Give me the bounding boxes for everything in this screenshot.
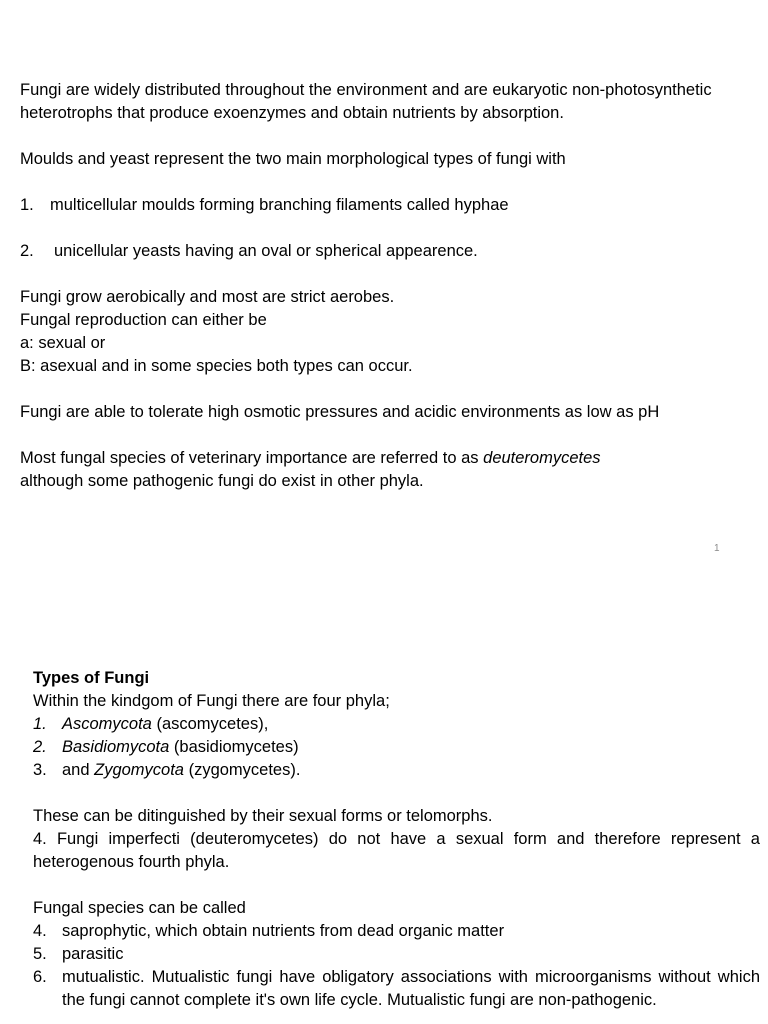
- list-item: [33, 966, 760, 1012]
- morphology-item-1: [20, 194, 750, 217]
- item-number: 1.: [20, 196, 34, 214]
- item-number: 2.: [20, 242, 34, 260]
- distinguish-line: These can be ditinguished by their sexual forms or telomorphs.: [33, 807, 493, 825]
- section-heading: Types of Fungi: [33, 669, 150, 687]
- veterinary-line-2: although some pathogenic fungi do exist in other phyla.: [20, 472, 424, 490]
- slide-2-body: [33, 667, 760, 1012]
- list-item: [33, 920, 760, 943]
- reproduction-line: Fungal reproduction can either be: [20, 311, 267, 329]
- species-called-line: Fungal species can be called: [33, 899, 246, 917]
- morphology-item-2: [20, 240, 750, 263]
- item-text: multicellular moulds forming branching filaments called hyphae: [50, 196, 509, 214]
- reproduction-option-b: B: asexual and in some species both types can occur.: [20, 357, 413, 375]
- phyla-intro: Within the kindgom of Fungi there are four phyla;: [33, 692, 390, 710]
- phylum-common: (zygomycetes).: [184, 761, 301, 779]
- osmotic-line: Fungi are able to tolerate high osmotic pressures and acidic environments as low as pH: [20, 403, 660, 421]
- item-number: 5.: [33, 945, 47, 963]
- phylum-name: Zygomycota: [94, 761, 184, 779]
- phylum-name: Basidiomycota: [62, 738, 170, 756]
- morphology-paragraph: Moulds and yeast represent the two main morphological types of fungi with: [20, 150, 566, 168]
- item-number: 6.: [33, 968, 47, 986]
- item-number: 2.: [33, 738, 47, 756]
- list-item: [33, 736, 760, 759]
- reproduction-option-a: a: sexual or: [20, 334, 106, 352]
- item-number: 1.: [33, 715, 47, 733]
- item-text: parasitic: [62, 945, 124, 963]
- phylum-name: Ascomycota: [62, 715, 152, 733]
- phylum-prefix: and: [62, 761, 95, 779]
- veterinary-line: [20, 447, 750, 470]
- veterinary-term: deuteromycetes: [483, 449, 601, 467]
- item-text: unicellular yeasts having an oval or spherical appearence.: [54, 242, 478, 260]
- list-item: [33, 943, 760, 966]
- aerobic-line: Fungi grow aerobically and most are strict aerobes.: [20, 288, 395, 306]
- phylum-common: (ascomycetes),: [151, 715, 269, 733]
- item-number: 4.: [33, 922, 47, 940]
- item-number: 3.: [33, 761, 47, 779]
- slide-1-body: [20, 79, 750, 493]
- phylum-common: (basidiomycetes): [169, 738, 299, 756]
- list-item: [33, 759, 760, 782]
- list-item: [33, 713, 760, 736]
- intro-paragraph: Fungi are widely distributed throughout the environment and are eukaryotic non-photosynthetic heterotrophs that produce exoenzymes and obtain nutrients by absorption.: [20, 81, 712, 122]
- imperfecti-paragraph: 4. Fungi imperfecti (deuteromycetes) do not have a sexual form and therefore represent a heterogenous fourth phyla.: [33, 830, 760, 871]
- veterinary-text: Most fungal species of veterinary importance are referred to as: [20, 449, 484, 467]
- page-number: 1: [714, 543, 720, 554]
- item-text: mutualistic. Mutualistic fungi have obligatory associations with microorganisms without which the fungi cannot complete it's own life cycle. Mutualistic fungi are non-pathogenic.: [62, 968, 760, 1009]
- item-text: saprophytic, which obtain nutrients from dead organic matter: [62, 922, 505, 940]
